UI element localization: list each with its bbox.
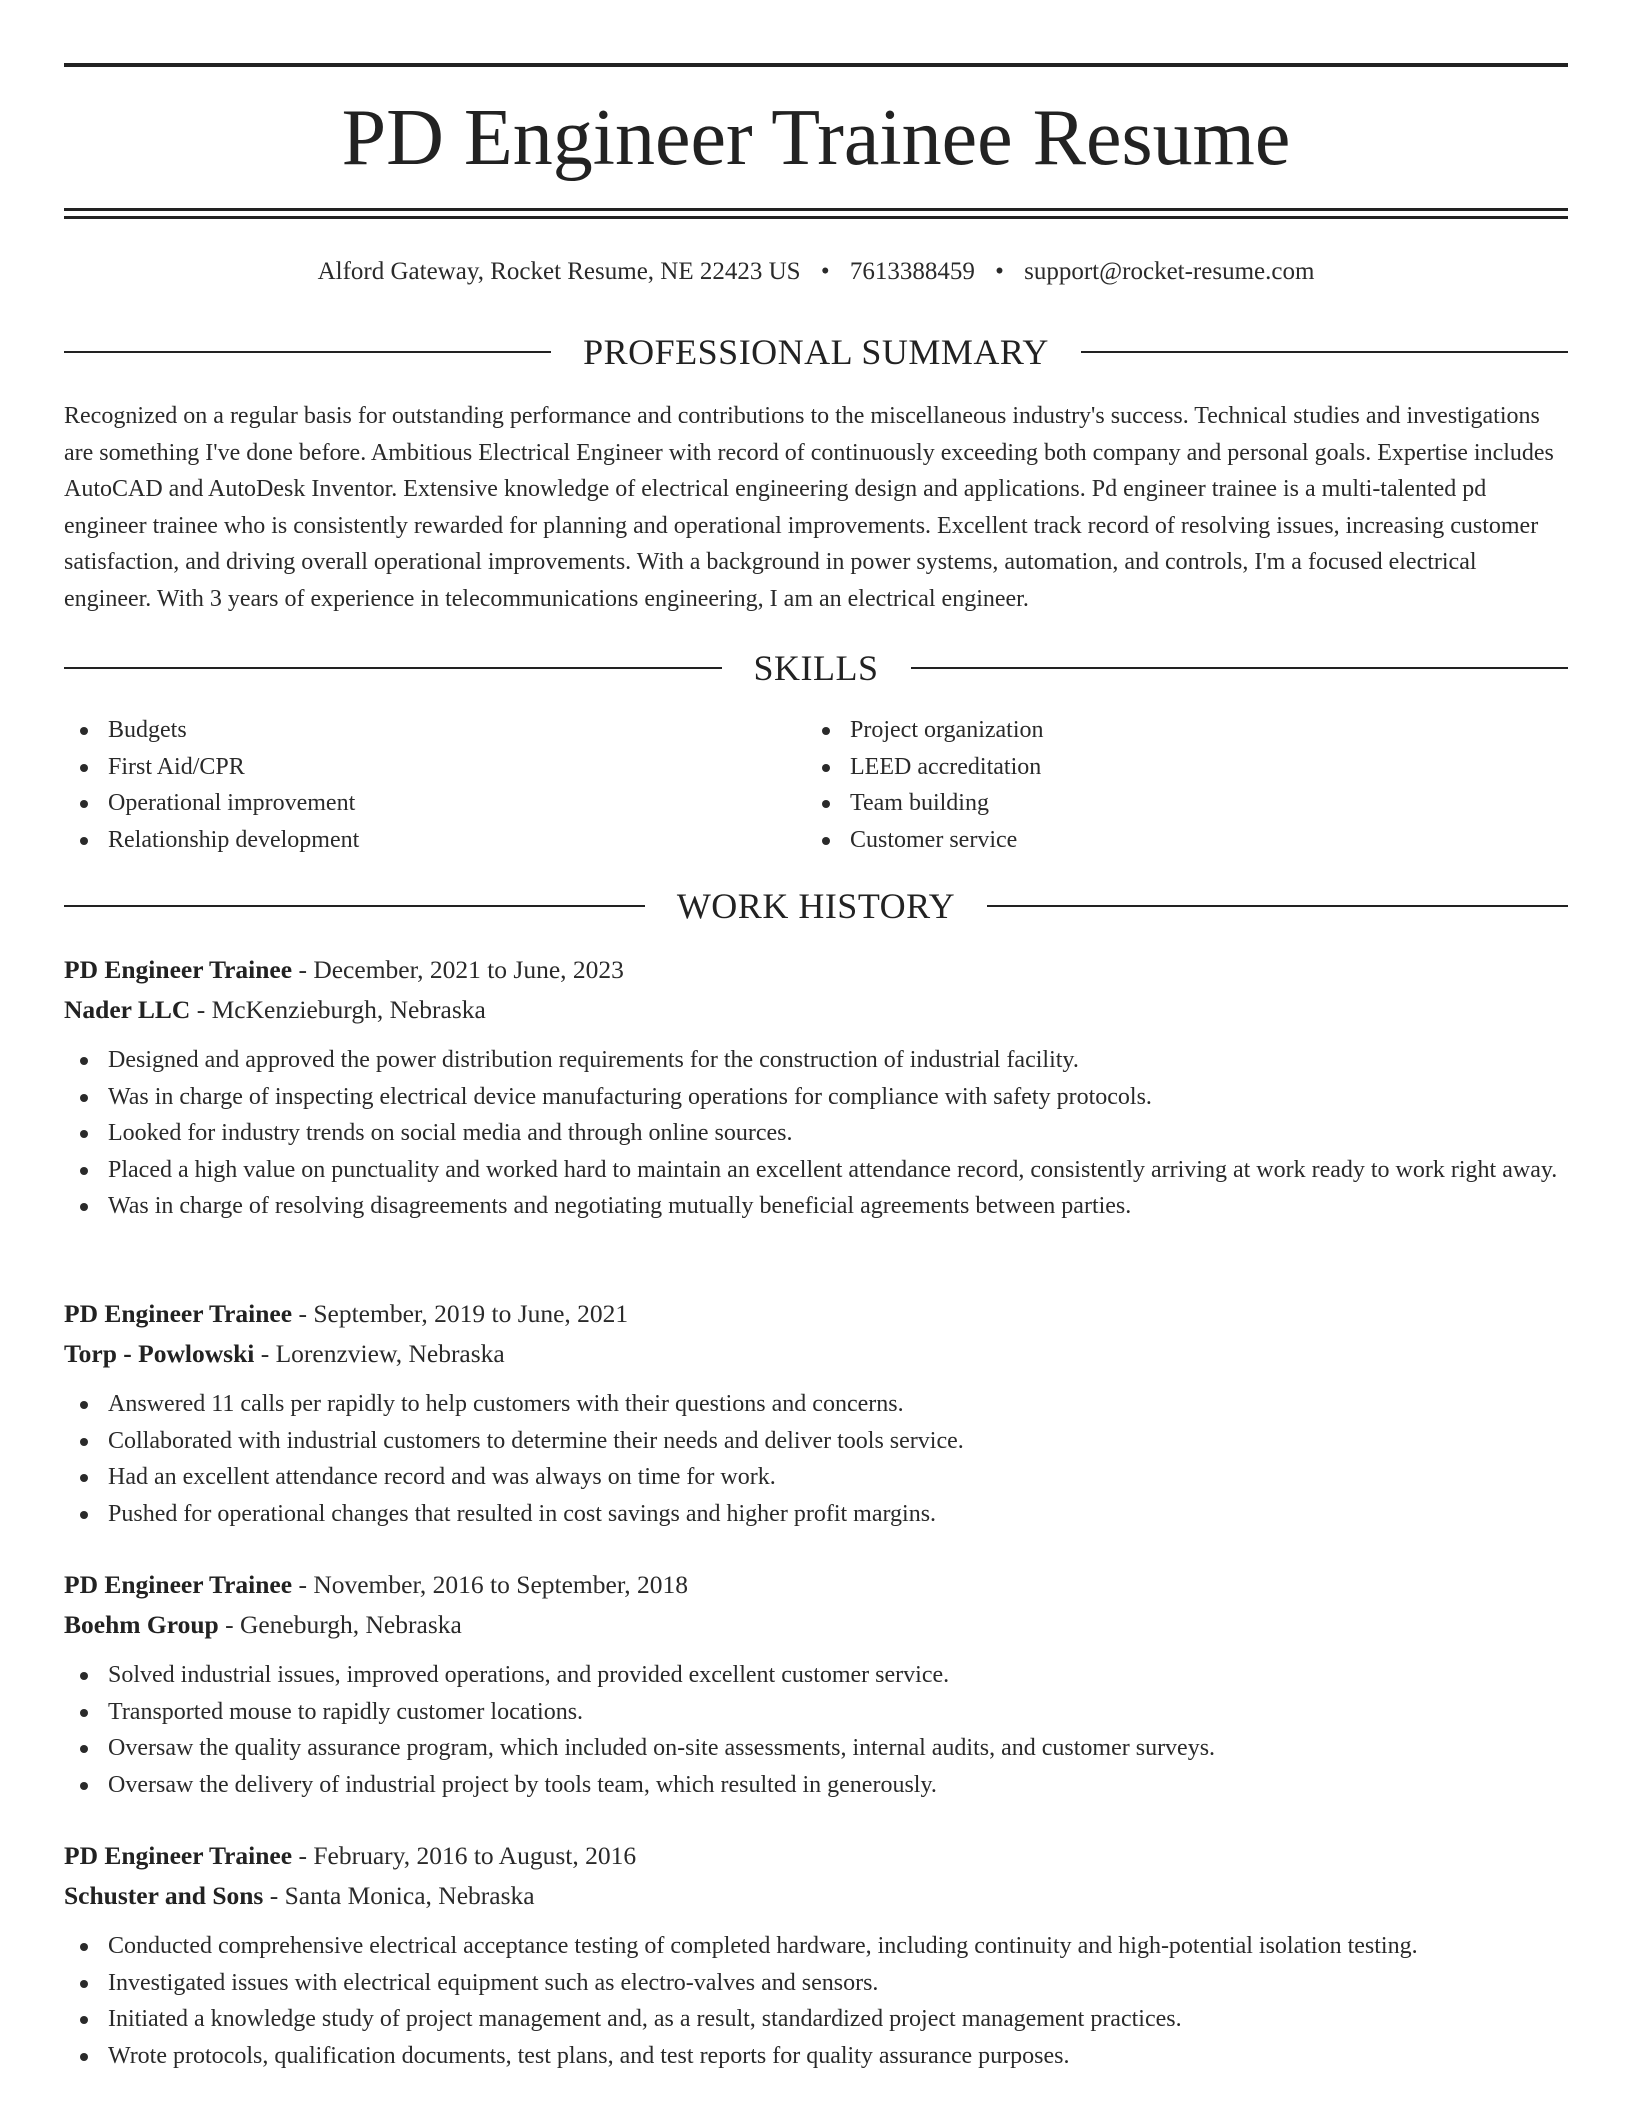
job-dash: -	[292, 1299, 314, 1328]
heading-rule-right	[911, 667, 1569, 669]
job-entry	[64, 1836, 1568, 2074]
job-bullet: Pushed for operational changes that resulted in cost savings and higher profit margins.	[64, 1496, 1568, 1533]
job-bullet: Was in charge of resolving disagreements and negotiating mutually beneficial agreements between parties.	[64, 1188, 1568, 1225]
job-title-line	[64, 950, 1568, 990]
job-entry	[64, 950, 1568, 1225]
job-dash: -	[292, 955, 314, 984]
job-bullet: Designed and approved the power distribution requirements for the construction of industrial facility.	[64, 1042, 1568, 1079]
job-dash: -	[218, 1610, 240, 1639]
summary-text: Recognized on a regular basis for outstanding performance and contributions to the miscellaneous industry's success. Technical studies and investigations are something I've done before. Ambitious Electrical Engineer with record of continuously exceeding both company and personal goals. Expertise includes AutoCAD and AutoDesk Inventor. Extensive knowledge of electrical engineering design and applications. Pd engineer trainee is a multi-talented pd engineer trainee who is consistently rewarded for planning and operational improvements. Excellent track record of resolving issues, increasing customer satisfaction, and driving overall operational improvements. With a background in power systems, automation, and controls, I'm a focused electrical engineer. With 3 years of experience in telecommunications engineering, I am an electrical engineer.	[64, 403, 1554, 612]
job-company: Nader LLC	[64, 995, 191, 1024]
job-location: Geneburgh, Nebraska	[239, 1610, 462, 1639]
job-entry	[64, 1294, 1568, 1532]
job-location: McKenzieburgh, Nebraska	[211, 995, 486, 1024]
job-dates: September, 2019 to June, 2021	[313, 1299, 629, 1328]
job-company: Torp - Powlowski	[64, 1339, 255, 1368]
contact-separator: •	[820, 258, 830, 285]
job-bullet: Transported mouse to rapidly customer locations.	[64, 1694, 1568, 1731]
heading-rule-right	[987, 905, 1568, 907]
job-company: Boehm Group	[64, 1610, 219, 1639]
skill-item: Customer service	[806, 822, 1506, 859]
job-company-line	[64, 1334, 1568, 1374]
skills-list-left	[64, 712, 764, 858]
work-heading-label: WORK HISTORY	[676, 886, 956, 926]
job-company-line	[64, 1605, 1568, 1645]
job-bullet: Looked for industry trends on social media and through online sources.	[64, 1115, 1568, 1152]
job-title-line	[64, 1836, 1568, 1876]
heading-rule-left	[64, 667, 722, 669]
job-bullet: Wrote protocols, qualification documents, test plans, and test reports for quality assurance purposes.	[64, 2038, 1568, 2075]
contact-separator: •	[995, 258, 1004, 285]
job-bullets	[64, 1928, 1568, 2074]
job-company: Schuster and Sons	[64, 1881, 264, 1910]
job-bullets	[64, 1657, 1568, 1803]
job-bullet: Was in charge of inspecting electrical device manufacturing operations for compliance with safety protocols.	[64, 1079, 1568, 1116]
job-bullet: Oversaw the quality assurance program, which included on-site assessments, internal audits, and customer surveys.	[64, 1730, 1568, 1767]
contact-line	[64, 254, 1568, 290]
heading-rule-right	[1081, 351, 1568, 353]
contact-address: Alford Gateway, Rocket Resume, NE 22423 US	[317, 258, 801, 285]
resume-title: PD Engineer Trainee Resume	[341, 94, 1291, 182]
job-title: PD Engineer Trainee	[64, 955, 293, 984]
job-entry	[64, 1565, 1568, 1803]
job-company-line	[64, 1876, 1568, 1916]
job-bullet: Answered 11 calls per rapidly to help customers with their questions and concerns.	[64, 1386, 1568, 1423]
heading-rule-left	[64, 351, 551, 353]
job-dash: -	[190, 995, 212, 1024]
title-rule-upper	[64, 208, 1568, 211]
job-company-line	[64, 990, 1568, 1030]
job-title: PD Engineer Trainee	[64, 1570, 293, 1599]
skills-heading	[64, 646, 1568, 690]
skill-item: First Aid/CPR	[64, 749, 764, 786]
skill-item: Operational improvement	[64, 785, 764, 822]
title-rule-lower	[64, 216, 1568, 219]
job-bullet: Conducted comprehensive electrical acceptance testing of completed hardware, including continuity and high-potential isolation testing.	[64, 1928, 1568, 1965]
skill-item: Project organization	[806, 712, 1506, 749]
skill-item: Relationship development	[64, 822, 764, 859]
job-dash: -	[292, 1570, 314, 1599]
job-bullet: Collaborated with industrial customers to determine their needs and deliver tools service.	[64, 1423, 1568, 1460]
contact-email: support@rocket-resume.com	[1024, 258, 1315, 285]
job-title-line	[64, 1294, 1568, 1334]
job-bullets	[64, 1042, 1568, 1225]
skill-item: Team building	[806, 785, 1506, 822]
job-bullet: Placed a high value on punctuality and worked hard to maintain an excellent attendance record, consistently arriving at work ready to work right away.	[64, 1152, 1568, 1189]
job-bullet: Investigated issues with electrical equipment such as electro-valves and sensors.	[64, 1965, 1568, 2002]
skills-list-right	[806, 712, 1506, 858]
work-heading	[64, 884, 1568, 928]
contact-phone: 7613388459	[849, 258, 975, 285]
job-title: PD Engineer Trainee	[64, 1299, 293, 1328]
job-dates: February, 2016 to August, 2016	[313, 1841, 637, 1870]
job-dates: December, 2021 to June, 2023	[313, 955, 624, 984]
skill-item: LEED accreditation	[806, 749, 1506, 786]
summary-heading	[64, 330, 1568, 374]
job-bullets	[64, 1386, 1568, 1532]
job-title-line	[64, 1565, 1568, 1605]
job-bullet: Oversaw the delivery of industrial project by tools team, which resulted in generously.	[64, 1767, 1568, 1804]
skills-heading-label: SKILLS	[753, 648, 879, 688]
job-dash: -	[254, 1339, 276, 1368]
summary-heading-label: PROFESSIONAL SUMMARY	[583, 332, 1049, 372]
job-title: PD Engineer Trainee	[64, 1841, 293, 1870]
job-bullet: Initiated a knowledge study of project management and, as a result, standardized project management practices.	[64, 2001, 1568, 2038]
skill-item: Budgets	[64, 712, 764, 749]
job-bullet: Solved industrial issues, improved operations, and provided excellent customer service.	[64, 1657, 1568, 1694]
job-dates: November, 2016 to September, 2018	[313, 1570, 689, 1599]
job-dash: -	[263, 1881, 285, 1910]
job-location: Santa Monica, Nebraska	[284, 1881, 535, 1910]
job-dash: -	[292, 1841, 314, 1870]
job-bullet: Had an excellent attendance record and was always on time for work.	[64, 1459, 1568, 1496]
job-location: Lorenzview, Nebraska	[275, 1339, 505, 1368]
heading-rule-left	[64, 905, 645, 907]
top-rule	[64, 63, 1568, 67]
